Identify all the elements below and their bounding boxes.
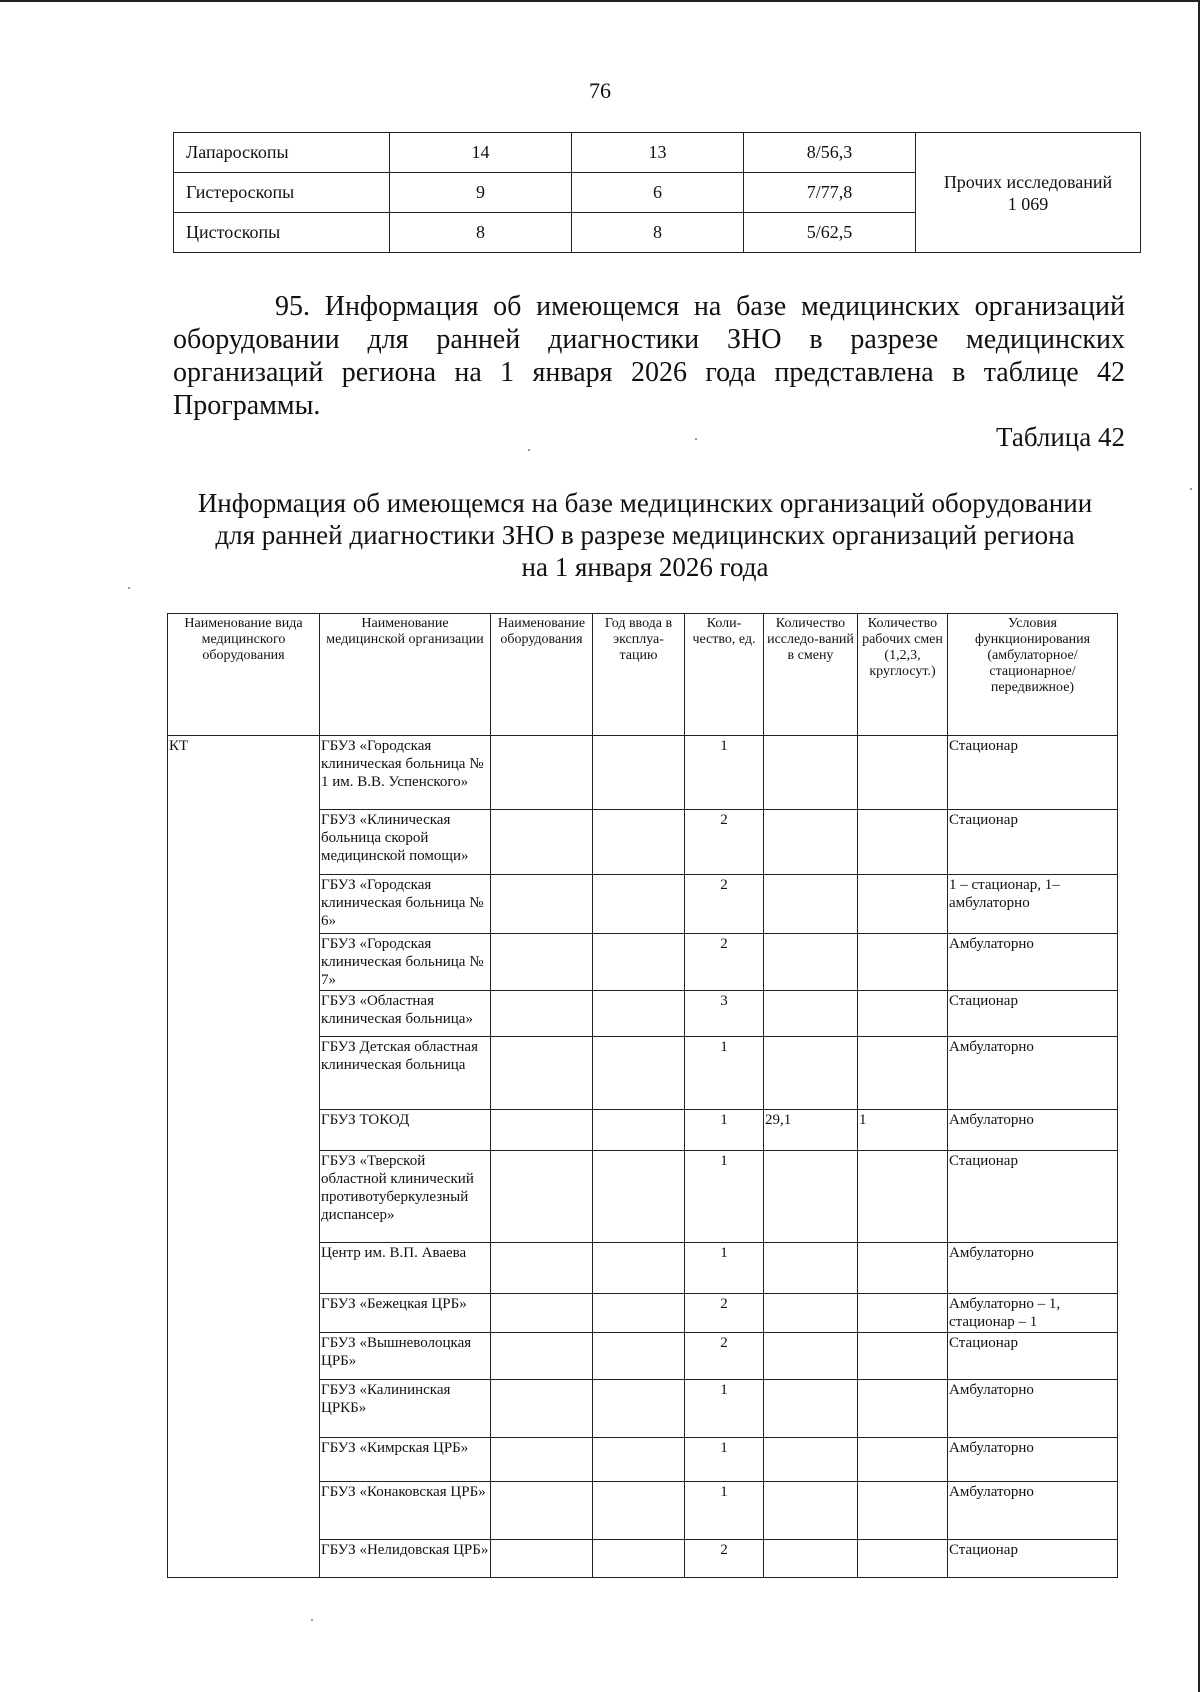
shifts-cell	[858, 1482, 948, 1540]
year-cell	[593, 1294, 685, 1333]
org-cell: ГБУЗ «Калининская ЦРКБ»	[320, 1380, 491, 1438]
studies-cell	[764, 1380, 858, 1438]
table-cell: 9	[390, 173, 572, 213]
org-cell: ГБУЗ «Конаковская ЦРБ»	[320, 1482, 491, 1540]
year-cell	[593, 1380, 685, 1438]
year-cell	[593, 875, 685, 934]
page-number: 76	[589, 78, 611, 103]
equipment-cell	[491, 1243, 593, 1294]
studies-cell	[764, 1151, 858, 1243]
condition-cell: Амбулаторно	[948, 1380, 1118, 1438]
equipment-cell	[491, 1294, 593, 1333]
equipment-cell	[491, 1438, 593, 1482]
shifts-cell	[858, 1151, 948, 1243]
year-cell	[593, 1540, 685, 1578]
org-cell: ГБУЗ «Вышневолоцкая ЦРБ»	[320, 1333, 491, 1380]
equipment-type-cell: КТ	[168, 736, 320, 1578]
equipment-cell	[491, 875, 593, 934]
studies-cell	[764, 991, 858, 1037]
merged-cell	[916, 133, 1141, 253]
condition-cell: Стационар	[948, 810, 1118, 875]
year-cell	[593, 1110, 685, 1151]
studies-cell	[764, 875, 858, 934]
org-cell: ГБУЗ «Клиническая больница скорой медицинской помощи»	[320, 810, 491, 875]
scan-speck	[695, 438, 697, 440]
condition-cell: Амбулаторно	[948, 934, 1118, 991]
studies-cell: 29,1	[764, 1110, 858, 1151]
org-cell: Центр им. В.П. Аваева	[320, 1243, 491, 1294]
shifts-cell	[858, 875, 948, 934]
condition-cell: Стационар	[948, 736, 1118, 810]
qty-cell: 2	[685, 810, 764, 875]
equipment-cell	[491, 1333, 593, 1380]
table-row	[168, 736, 1118, 810]
studies-cell	[764, 736, 858, 810]
year-cell	[593, 810, 685, 875]
org-cell: ГБУЗ «Нелидовская ЦРБ»	[320, 1540, 491, 1578]
condition-cell: Стационар	[948, 1333, 1118, 1380]
table-cell: Лапароскопы	[174, 133, 390, 173]
year-cell	[593, 1333, 685, 1380]
table-title-line: на 1 января 2026 года	[521, 552, 769, 582]
equipment-cell	[491, 1151, 593, 1243]
header-row	[168, 614, 1118, 736]
shifts-cell	[858, 1333, 948, 1380]
paragraph-95: 95. Информация об имеющемся на базе медицинских организаций оборудовании для ранней диагностики ЗНО в разрезе медицинских организаций региона на 1 января 2026 года представлена в таблице 42 Программы.	[173, 291, 1125, 421]
org-cell: ГБУЗ «Городская клиническая больница № 1 им. В.В. Успенского»	[320, 736, 491, 810]
table-cell: 6	[572, 173, 744, 213]
shifts-cell	[858, 1037, 948, 1110]
column-header: Количество исследо-ваний в смену	[764, 614, 858, 736]
endoscopy-table	[173, 132, 1141, 253]
condition-cell: Амбулаторно	[948, 1438, 1118, 1482]
column-header: Количество рабочих смен (1,2,3, круглосут.)	[858, 614, 948, 736]
merged-cell-line: 1 069	[1007, 193, 1049, 214]
studies-cell	[764, 1037, 858, 1110]
shifts-cell	[858, 934, 948, 991]
studies-cell	[764, 1243, 858, 1294]
shifts-cell: 1	[858, 1110, 948, 1151]
equipment-cell	[491, 991, 593, 1037]
scan-speck	[128, 587, 130, 589]
equipment-cell	[491, 1380, 593, 1438]
condition-cell: Амбулаторно	[948, 1482, 1118, 1540]
table-row	[174, 133, 1141, 173]
year-cell	[593, 1482, 685, 1540]
table-cell: 5/62,5	[744, 213, 916, 253]
org-cell: ГБУЗ ТОКОД	[320, 1110, 491, 1151]
shifts-cell	[858, 736, 948, 810]
shifts-cell	[858, 810, 948, 875]
table-title-line: для ранней диагностики ЗНО в разрезе медицинских организаций региона	[215, 520, 1075, 550]
condition-cell: Стационар	[948, 1540, 1118, 1578]
studies-cell	[764, 1333, 858, 1380]
column-header: Наименование вида медицинского оборудования	[168, 614, 320, 736]
studies-cell	[764, 1438, 858, 1482]
qty-cell: 1	[685, 1380, 764, 1438]
shifts-cell	[858, 1438, 948, 1482]
page-edge-top	[0, 0, 1200, 2]
shifts-cell	[858, 991, 948, 1037]
year-cell	[593, 1037, 685, 1110]
qty-cell: 1	[685, 1482, 764, 1540]
column-header: Год ввода в эксплуа-тацию	[593, 614, 685, 736]
table-cell: Цистоскопы	[174, 213, 390, 253]
qty-cell: 2	[685, 875, 764, 934]
table-title	[150, 487, 1140, 583]
qty-cell: 1	[685, 1438, 764, 1482]
org-cell: ГБУЗ «Кимрская ЦРБ»	[320, 1438, 491, 1482]
equipment-cell	[491, 1110, 593, 1151]
studies-cell	[764, 934, 858, 991]
equipment-cell	[491, 810, 593, 875]
column-header: Коли-чество, ед.	[685, 614, 764, 736]
shifts-cell	[858, 1243, 948, 1294]
studies-cell	[764, 1482, 858, 1540]
table-cell: 13	[572, 133, 744, 173]
year-cell	[593, 934, 685, 991]
studies-cell	[764, 810, 858, 875]
year-cell	[593, 991, 685, 1037]
studies-cell	[764, 1540, 858, 1578]
equipment-table	[167, 613, 1118, 1578]
org-cell: ГБУЗ «Городская клиническая больница № 6»	[320, 875, 491, 934]
qty-cell: 1	[685, 1110, 764, 1151]
equipment-cell	[491, 934, 593, 991]
org-cell: ГБУЗ «Городская клиническая больница № 7»	[320, 934, 491, 991]
scan-speck	[311, 1619, 313, 1621]
table-cell: Гистероскопы	[174, 173, 390, 213]
column-header: Условия функционирования (амбулаторное/ стационарное/ передвижное)	[948, 614, 1118, 736]
condition-cell: Амбулаторно – 1, стационар – 1	[948, 1294, 1118, 1333]
shifts-cell	[858, 1540, 948, 1578]
qty-cell: 2	[685, 1333, 764, 1380]
column-header: Наименование оборудования	[491, 614, 593, 736]
table-cell: 8/56,3	[744, 133, 916, 173]
year-cell	[593, 1151, 685, 1243]
year-cell	[593, 736, 685, 810]
year-cell	[593, 1243, 685, 1294]
qty-cell: 1	[685, 1151, 764, 1243]
merged-cell-line: Прочих исследований	[943, 171, 1113, 192]
table-cell: 7/77,8	[744, 173, 916, 213]
shifts-cell	[858, 1294, 948, 1333]
condition-cell: Амбулаторно	[948, 1243, 1118, 1294]
scan-speck	[1190, 488, 1192, 490]
table-cell: 14	[390, 133, 572, 173]
table-cell: 8	[390, 213, 572, 253]
table-caption: Таблица 42	[996, 422, 1125, 452]
condition-cell: Амбулаторно	[948, 1110, 1118, 1151]
org-cell: ГБУЗ «Тверской областной клинический противотуберкулезный диспансер»	[320, 1151, 491, 1243]
scan-speck	[528, 449, 530, 451]
qty-cell: 2	[685, 934, 764, 991]
qty-cell: 2	[685, 1294, 764, 1333]
table-title-line: Информация об имеющемся на базе медицинских организаций оборудовании	[197, 488, 1093, 518]
condition-cell: Стационар	[948, 991, 1118, 1037]
qty-cell: 1	[685, 736, 764, 810]
equipment-cell	[491, 1540, 593, 1578]
equipment-cell	[491, 1482, 593, 1540]
qty-cell: 1	[685, 1037, 764, 1110]
equipment-cell	[491, 736, 593, 810]
org-cell: ГБУЗ «Бежецкая ЦРБ»	[320, 1294, 491, 1333]
qty-cell: 2	[685, 1540, 764, 1578]
condition-cell: 1 – стационар, 1– амбулаторно	[948, 875, 1118, 934]
condition-cell: Амбулаторно	[948, 1037, 1118, 1110]
shifts-cell	[858, 1380, 948, 1438]
qty-cell: 1	[685, 1243, 764, 1294]
org-cell: ГБУЗ «Областная клиническая больница»	[320, 991, 491, 1037]
studies-cell	[764, 1294, 858, 1333]
condition-cell: Стационар	[948, 1151, 1118, 1243]
qty-cell: 3	[685, 991, 764, 1037]
equipment-cell	[491, 1037, 593, 1110]
year-cell	[593, 1438, 685, 1482]
org-cell: ГБУЗ Детская областная клиническая больница	[320, 1037, 491, 1110]
table-cell: 8	[572, 213, 744, 253]
column-header: Наименование медицинской организации	[320, 614, 491, 736]
